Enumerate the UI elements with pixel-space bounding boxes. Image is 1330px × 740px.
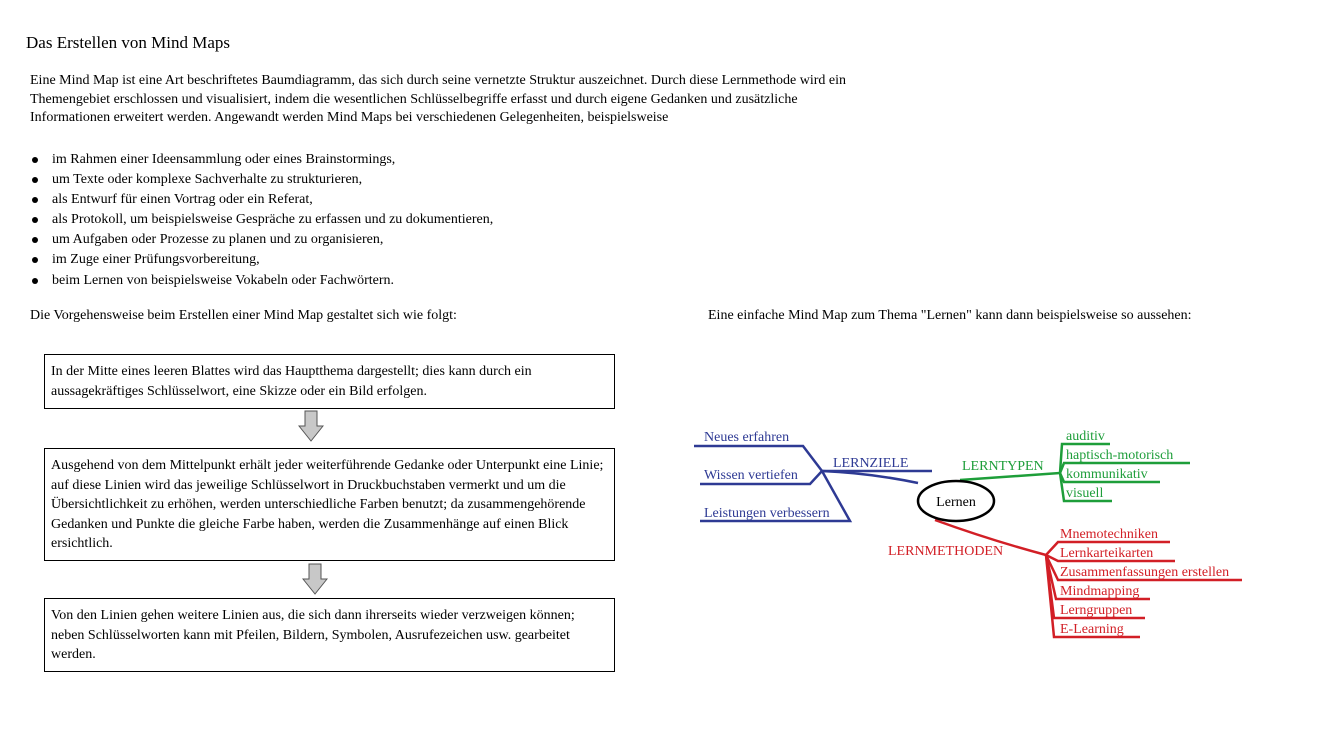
branch-lernmethoden [888, 520, 1242, 637]
branch-lernziele [694, 430, 932, 521]
leaf-label: Mindmapping [1060, 584, 1140, 599]
leaf-label: auditiv [1066, 429, 1105, 444]
procedure-intro: Die Vorgehensweise beim Erstellen einer Mind Map gestaltet sich wie folgt: [30, 308, 457, 323]
branch-lerntypen [960, 429, 1190, 501]
list-item-text: im Zuge einer Prüfungsvorbereitung, [52, 252, 260, 268]
branch-label-lerntypen: LERNTYPEN [962, 459, 1044, 474]
step-box-1: In der Mitte eines leeren Blattes wird das Hauptthema dargestellt; dies kann durch ein aussagekräftiges Schlüsselwort, eine Skizze oder ein Bild erfolgen. [44, 354, 615, 409]
branch-label-lernziele: LERNZIELE [833, 456, 909, 471]
page-title: Das Erstellen von Mind Maps [26, 33, 230, 52]
list-item-text: beim Lernen von beispielsweise Vokabeln oder Fachwörtern. [52, 272, 395, 288]
leaf-label: Neues erfahren [704, 430, 790, 445]
center-label: Lernen [936, 495, 976, 510]
leaf-label: haptisch-motorisch [1066, 448, 1174, 463]
leaf-label: kommunikativ [1066, 467, 1148, 482]
list-item-text: als Protokoll, um beispielsweise Gespräche zu erfassen und zu dokumentieren, [52, 212, 494, 228]
leaf-label: Lerngruppen [1060, 603, 1133, 618]
leaf-label: Leistungen verbessern [704, 506, 830, 521]
leaf-label: Zusammenfassungen erstellen [1060, 565, 1230, 580]
list-item-text: als Entwurf für einen Vortrag oder ein Referat, [52, 192, 313, 208]
branch-label-lernmethoden: LERNMETHODEN [888, 544, 1004, 559]
branch-line-lerntypen [960, 473, 1060, 480]
list-item-text: um Aufgaben oder Prozesse zu planen und zu organisieren, [52, 232, 384, 248]
list-item-text: im Rahmen einer Ideensammlung oder eines Brainstormings, [52, 152, 396, 167]
leaf-label: Wissen vertiefen [704, 468, 798, 483]
example-intro: Eine einfache Mind Map zum Thema "Lernen" kann dann beispielsweise so aussehen: [708, 308, 1192, 323]
list-item-text: um Texte oder komplexe Sachverhalte zu strukturieren, [52, 172, 363, 188]
leaf-label: Mnemotechniken [1060, 527, 1158, 542]
leaf-label: Lernkarteikarten [1060, 546, 1154, 561]
center-node [918, 481, 994, 521]
intro-paragraph: Eine Mind Map ist eine Art beschriftetes Baumdiagramm, das sich durch seine vernetzte Struktur auszeichnet. Durch diese Lernmethode wird ein Themengebiet erschlossen und visualisiert, indem die wesentlichen Schlüsselbegriffe erfasst und durch eigene Gedanken und zusätzliche Informationen erweitert werden. Angewandt werden Mind Maps bei verschiedenen Gelegenheiten, beispielsweise [30, 73, 847, 125]
leaf-label: visuell [1066, 486, 1104, 501]
branch-line-lernziele [822, 471, 918, 483]
leaf-label: E-Learning [1060, 622, 1124, 637]
step-box-3: Von den Linien gehen weitere Linien aus, die sich dann ihrerseits wieder verzweigen können; neben Schlüsselworten kann mit Pfeilen, Bildern, Symbolen, Ausrufezeichen usw. gearbeitet werden. [44, 598, 615, 672]
step-box-2: Ausgehend von dem Mittelpunkt erhält jeder weiterführende Gedanke oder Unterpunkt eine Linie; auf diese Linien wird das jeweilige Schlüsselwort in Druckbuchstaben vermerkt und um die Übersichtlichkeit zu erhöhen, werden unterschiedliche Farben benutzt; da zusammengehörende Gedanken und Punkte die gleiche Farbe haben, werden die Zusammenhänge auf einen Blick ersichtlich. [44, 448, 615, 561]
